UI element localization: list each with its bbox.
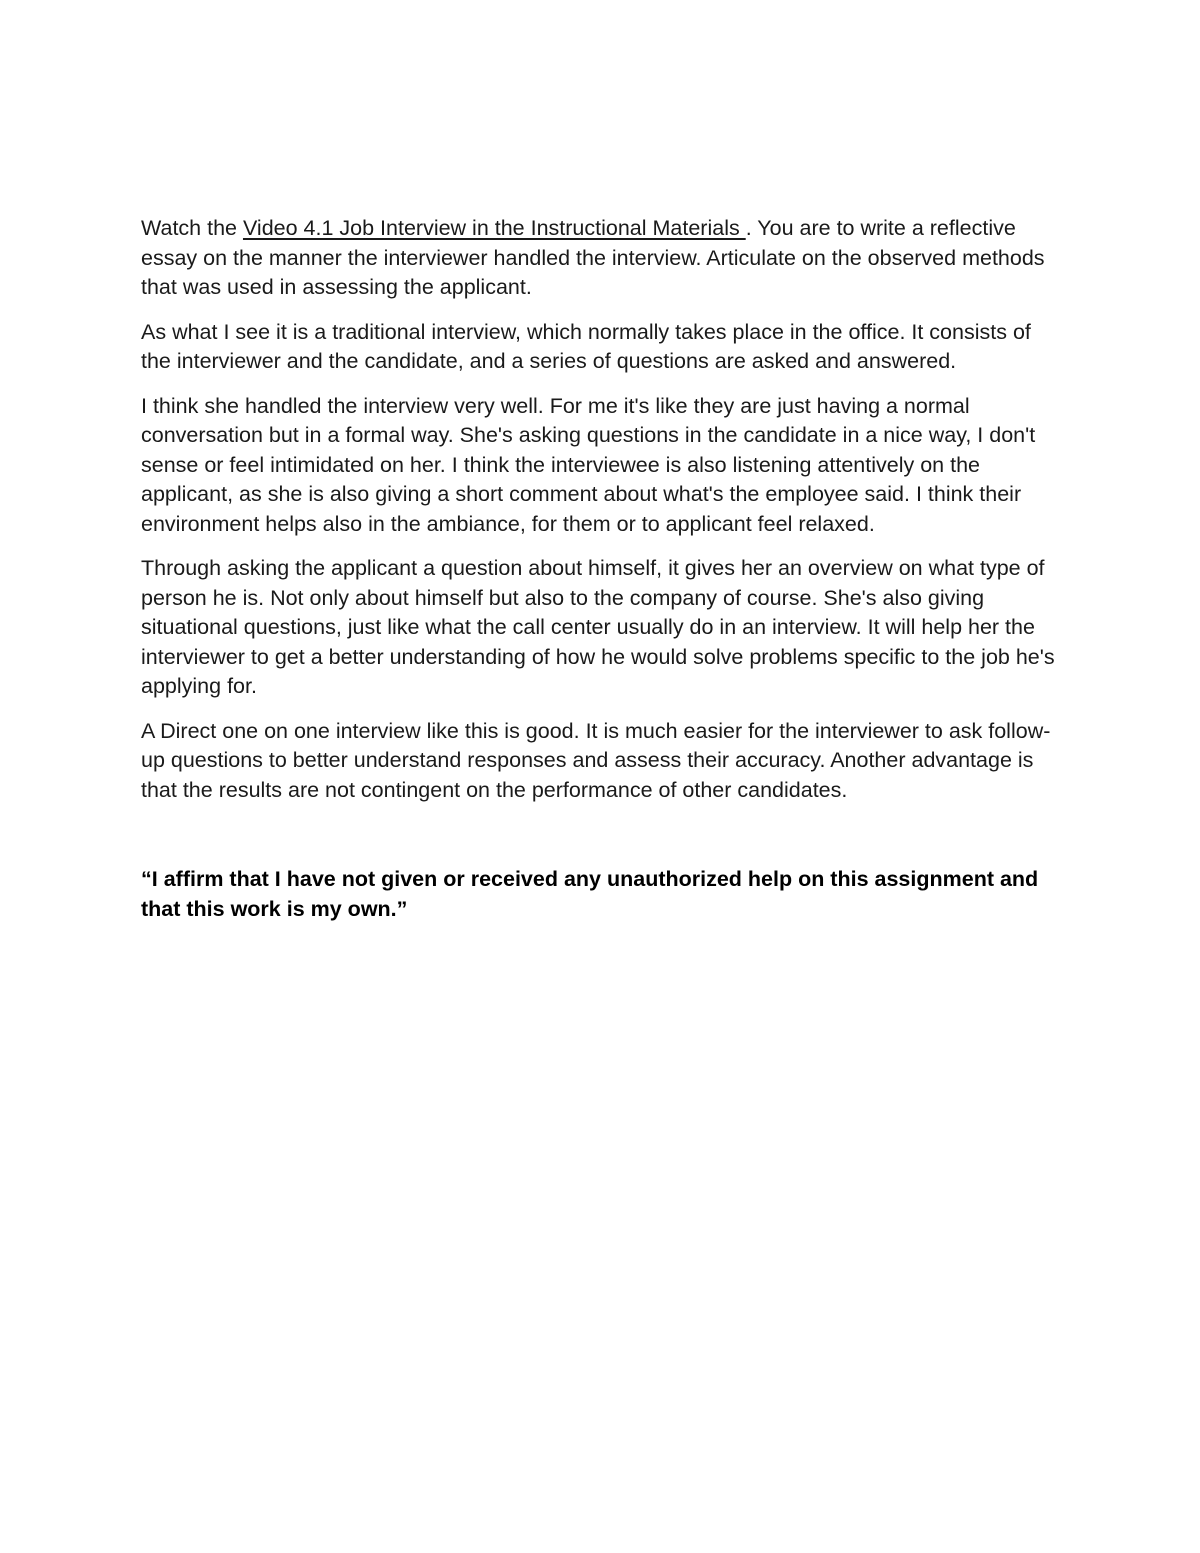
video-link[interactable]: Video 4.1 Job Interview in the Instructional Materials (242, 216, 746, 240)
intro-text-before-link: Watch the (141, 216, 243, 240)
document-body (141, 214, 1066, 939)
body-paragraph-4: A Direct one on one interview like this is good. It is much easier for the interviewer to ask follow-up questions to better understand responses and assess their accuracy. Another advantage is that the results are not contingent on the performance of other candidates. (141, 718, 1051, 802)
body-paragraph-2: I think she handled the interview very well. For me it's like they are just having a normal conversation but in a formal way. She's asking questions in the candidate in a nice way, I don't sense or feel intimidated on her. I think the interviewee is also listening attentively on the applicant, as she is also giving a short comment about what's the employee said. I think their environment helps also in the ambiance, for them or to applicant feel relaxed. (141, 393, 1036, 536)
intro-paragraph (141, 214, 1066, 303)
intro-text-after-link: . You are to write a reflective essay on the manner the interviewer handled the interview. Articulate on the observed methods that was used in assessing the applicant. (141, 216, 1045, 299)
body-paragraph-3: Through asking the applicant a question about himself, it gives her an overview on what type of person he is. Not only about himself but also to the company of course. She's also giving situational questions, just like what the call center usually do in an interview. It will help her the interviewer to get a better understanding of how he would solve problems specific to the job he's applying for. (141, 556, 1055, 698)
honor-affirmation: “I affirm that I have not given or received any unauthorized help on this assignment and that this work is my own.” (141, 867, 1039, 921)
body-paragraph-1: As what I see it is a traditional interview, which normally takes place in the office. It consists of the interviewer and the candidate, and a series of questions are asked and answered. (141, 319, 1031, 373)
